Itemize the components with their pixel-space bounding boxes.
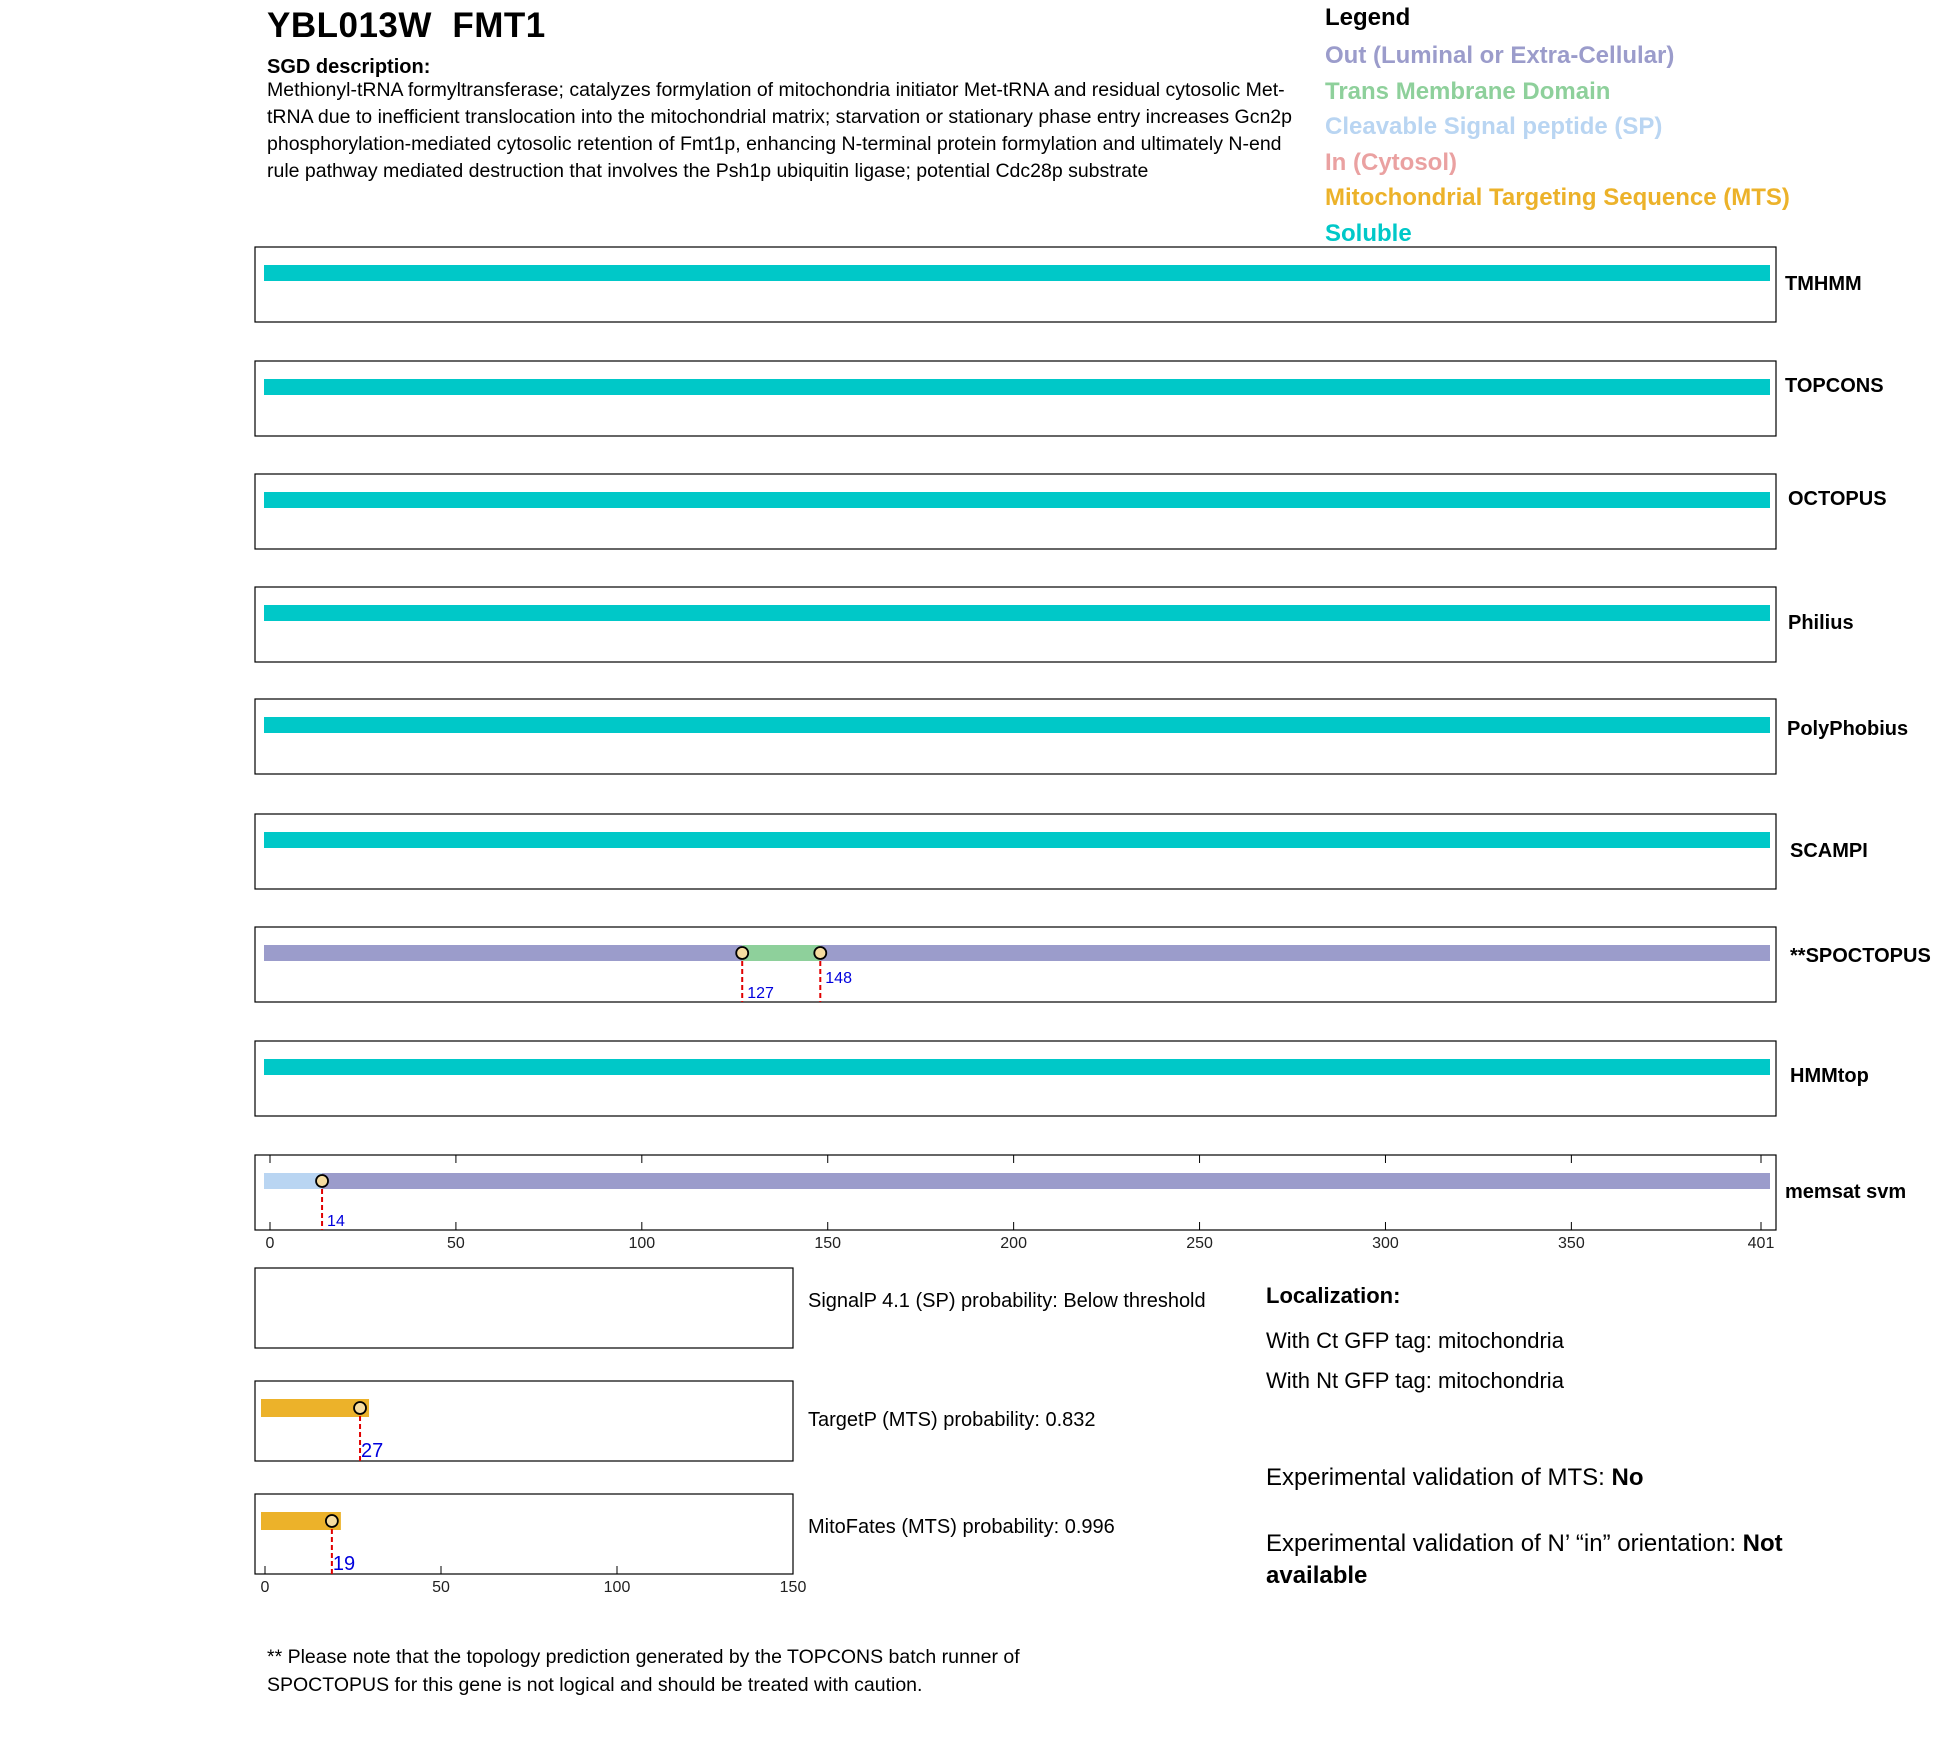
mts-track-label: SignalP 4.1 (SP) probability: Below threshold	[808, 1290, 1206, 1312]
track-label: memsat svm	[1785, 1181, 1907, 1203]
localization-panel	[1266, 1283, 1564, 1401]
track-segment	[264, 492, 1770, 508]
track-frame	[255, 361, 1776, 436]
track-label: HMMtop	[1790, 1065, 1869, 1087]
mts-marker-label: 27	[361, 1440, 384, 1462]
axis-tick-label: 300	[1372, 1235, 1399, 1252]
track-label: OCTOPUS	[1788, 488, 1887, 510]
track-label: **SPOCTOPUS	[1790, 945, 1931, 967]
axis-tick-label: 350	[1558, 1235, 1585, 1252]
mts-validation	[1266, 1462, 1866, 1494]
page-title: YBL013W FMT1	[267, 6, 546, 45]
axis-tick-label: 150	[814, 1235, 842, 1252]
track-frame	[255, 699, 1776, 774]
track-frame	[255, 587, 1776, 662]
track-label: Philius	[1788, 612, 1854, 634]
legend-item: Mitochondrial Targeting Sequence (MTS)	[1325, 184, 1790, 211]
axis-tick-label: 0	[265, 1235, 275, 1252]
track-frame	[255, 927, 1776, 1002]
localization-heading: Localization:	[1266, 1283, 1401, 1308]
marker-circle	[736, 947, 748, 959]
track-segment	[264, 605, 1770, 621]
description-text: Methionyl-tRNA formyltransferase; catalyzes formylation of mitochondria initiator Met-tRNA and residual cytosolic Met-tRNA due to inefficient translocation into the mitochondrial matrix; starvation or stationary phase entry increases Gcn2p phosphorylation-mediated cytosolic retention of Fmt1p, enhancing N-terminal protein formylation and ultimately N-end rule pathway mediated destruction that involves the Psh1p ubiquitin ligase; potential Cdc28p substrate	[267, 79, 1292, 182]
marker-label: 127	[747, 985, 774, 1002]
track-segment	[264, 832, 1770, 848]
mts-axis-tick-label: 50	[432, 1579, 450, 1596]
track-segment	[742, 945, 820, 961]
localization-nt: With Nt GFP tag: mitochondria	[1266, 1368, 1564, 1393]
legend-item: Out (Luminal or Extra-Cellular)	[1325, 42, 1675, 69]
track-segment	[264, 717, 1770, 733]
track-label: SCAMPI	[1790, 840, 1868, 862]
description-heading: SGD description:	[267, 56, 431, 78]
marker-circle	[316, 1175, 328, 1187]
legend-item: In (Cytosol)	[1325, 148, 1457, 176]
legend-item: Cleavable Signal peptide (SP)	[1325, 113, 1663, 140]
track-segment	[820, 945, 1770, 961]
track-segment	[264, 945, 742, 961]
mts-segment	[261, 1399, 369, 1417]
mts-track-frame	[255, 1381, 793, 1461]
track-frame	[255, 474, 1776, 549]
marker-label: 148	[825, 970, 852, 987]
mts-marker-label: 19	[332, 1553, 356, 1575]
axis-tick-label: 200	[1000, 1235, 1027, 1252]
mts-track-label: MitoFates (MTS) probability: 0.996	[808, 1516, 1115, 1538]
track-segment	[264, 265, 1770, 281]
axis-tick-label: 50	[447, 1235, 465, 1252]
mts-validation-value: No	[1611, 1464, 1644, 1491]
mts-track-label: TargetP (MTS) probability: 0.832	[808, 1409, 1096, 1431]
track-segment	[264, 1059, 1770, 1075]
mts-axis-tick-label: 0	[260, 1579, 270, 1596]
axis-tick-label: 250	[1186, 1235, 1213, 1252]
legend-item: Trans Membrane Domain	[1325, 77, 1611, 105]
axis-tick-label: 401	[1747, 1235, 1775, 1252]
track-label: TMHMM	[1785, 273, 1862, 295]
axis-tick-label: 100	[628, 1235, 656, 1252]
marker-circle	[814, 947, 826, 959]
localization-ct: With Ct GFP tag: mitochondria	[1266, 1328, 1564, 1353]
track-label: TOPCONS	[1785, 375, 1884, 397]
legend-title: Legend	[1325, 4, 1411, 31]
mts-track-frame	[255, 1268, 793, 1348]
track-segment	[264, 1173, 322, 1189]
track-frame	[255, 1155, 1776, 1230]
track-label: PolyPhobius	[1787, 718, 1909, 740]
footnote: ** Please note that the topology prediction generated by the TOPCONS batch runner of SPOCTOPUS for this gene is not logical and should be treated with caution.	[267, 1646, 1020, 1696]
mts-validation-label: Experimental validation of MTS:	[1266, 1464, 1612, 1491]
legend-item: Soluble	[1325, 219, 1412, 247]
mts-marker-circle	[326, 1515, 338, 1527]
track-frame	[255, 247, 1776, 322]
nin-validation-label: Experimental validation of N’ “in” orientation:	[1266, 1530, 1743, 1557]
mts-axis-tick-label: 100	[603, 1579, 631, 1596]
marker-label: 14	[327, 1213, 345, 1230]
mts-axis-tick-label: 150	[779, 1579, 807, 1596]
nin-validation-value: Not available	[1266, 1530, 1783, 1589]
nin-validation	[1266, 1528, 1866, 1592]
track-frame	[255, 814, 1776, 889]
track-segment	[264, 379, 1770, 395]
track-frame	[255, 1041, 1776, 1116]
mts-marker-circle	[354, 1402, 366, 1414]
track-segment	[322, 1173, 1770, 1189]
